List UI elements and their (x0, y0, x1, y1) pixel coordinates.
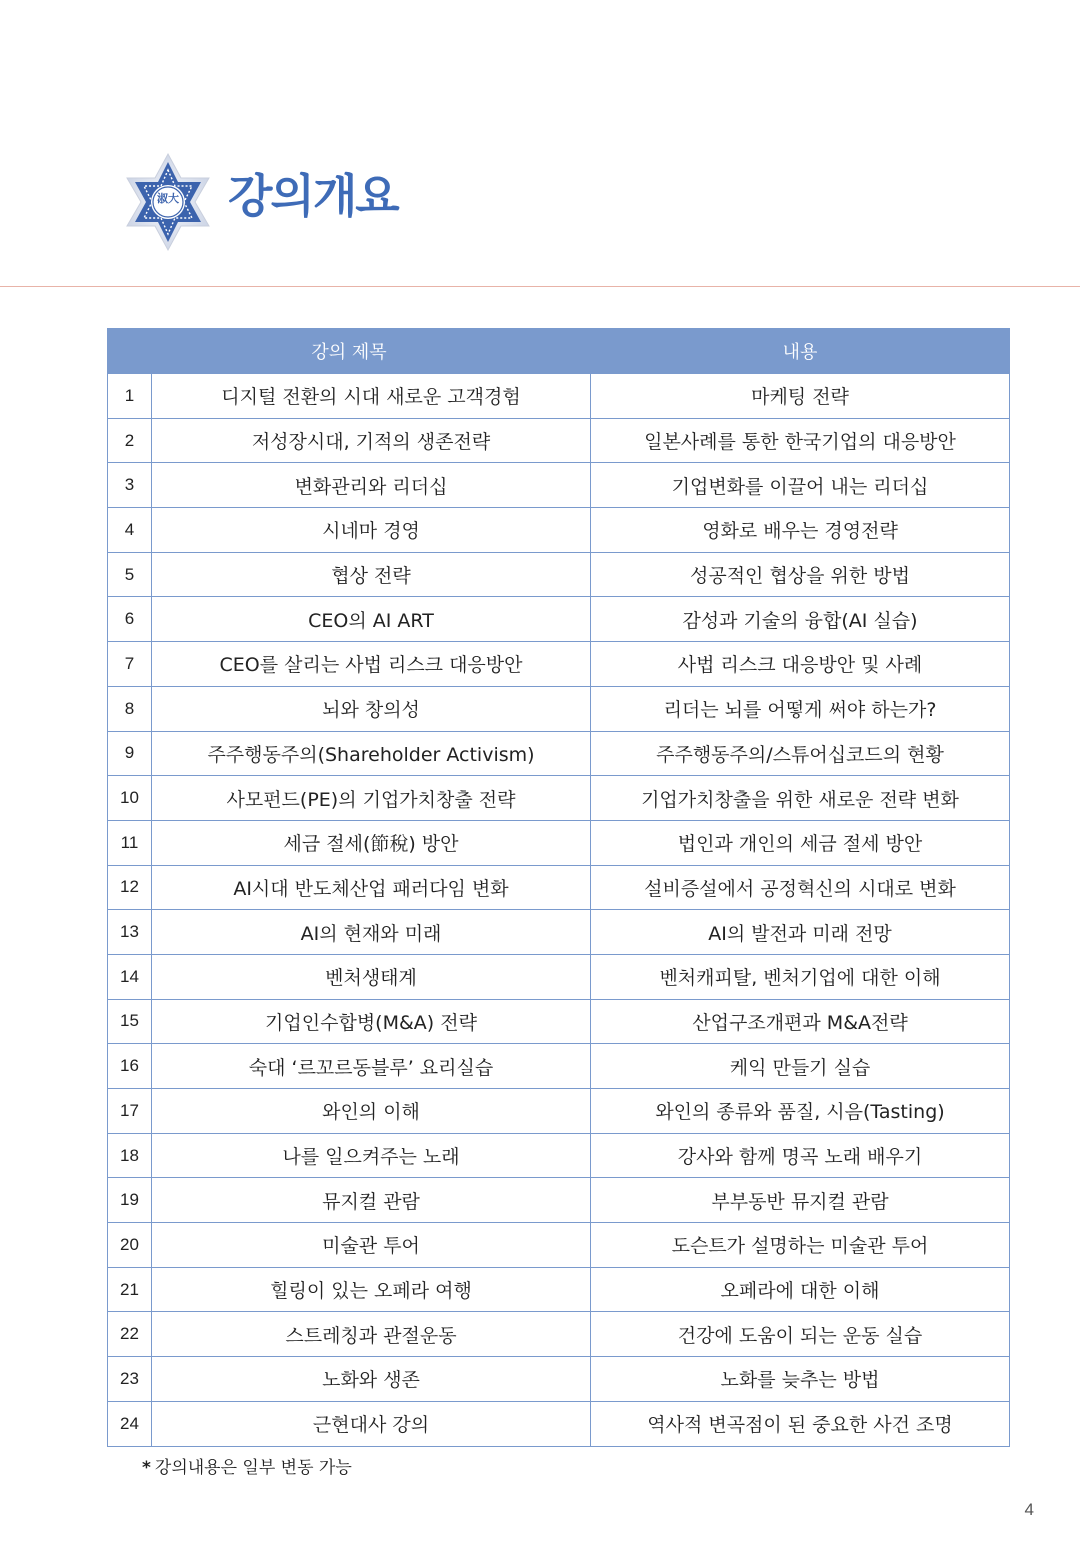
row-content: 기업변화를 이끌어 내는 리더십 (591, 463, 1010, 508)
row-title: 나를 일으켜주는 노래 (152, 1133, 591, 1178)
row-title: 변화관리와 리더십 (152, 463, 591, 508)
page-title: 강의개요 (228, 169, 398, 223)
table-row (108, 642, 1010, 687)
footnote (142, 1453, 352, 1478)
row-title: 와인의 이해 (152, 1089, 591, 1134)
row-content: 영화로 배우는 경영전략 (591, 508, 1010, 553)
row-content: 일본사례를 통한 한국기업의 대응방안 (591, 418, 1010, 463)
table-row (108, 1178, 1010, 1223)
row-number: 23 (108, 1357, 152, 1402)
row-content: 역사적 변곡점이 된 중요한 사건 조명 (591, 1401, 1010, 1446)
row-title: CEO를 살리는 사법 리스크 대응방안 (152, 642, 591, 687)
row-title: 스트레칭과 관절운동 (152, 1312, 591, 1357)
row-number: 2 (108, 418, 152, 463)
row-content: 리더는 뇌를 어떻게 써야 하는가? (591, 686, 1010, 731)
row-number: 12 (108, 865, 152, 910)
sookmyung-star-logo-icon (118, 148, 218, 256)
row-content: 부부동반 뮤지컬 관람 (591, 1178, 1010, 1223)
row-content: 마케팅 전략 (591, 374, 1010, 419)
table-row (108, 463, 1010, 508)
row-title: 미술관 투어 (152, 1223, 591, 1268)
row-number: 20 (108, 1223, 152, 1268)
row-number: 22 (108, 1312, 152, 1357)
row-number: 14 (108, 954, 152, 999)
table-row (108, 374, 1010, 419)
row-content: 강사와 함께 명곡 노래 배우기 (591, 1133, 1010, 1178)
table-row (108, 552, 1010, 597)
row-number: 17 (108, 1089, 152, 1134)
row-title: 시네마 경영 (152, 508, 591, 553)
table-row (108, 1267, 1010, 1312)
row-number: 8 (108, 686, 152, 731)
table-row (108, 910, 1010, 955)
row-title: 뇌와 창의성 (152, 686, 591, 731)
table-row (108, 999, 1010, 1044)
row-title: 뮤지컬 관람 (152, 1178, 591, 1223)
row-title: 사모펀드(PE)의 기업가치창출 전략 (152, 776, 591, 821)
row-content: 법인과 개인의 세금 절세 방안 (591, 820, 1010, 865)
row-title: 벤처생태계 (152, 954, 591, 999)
row-title: 저성장시대, 기적의 생존전략 (152, 418, 591, 463)
row-number: 6 (108, 597, 152, 642)
table-row (108, 508, 1010, 553)
row-content: 건강에 도움이 되는 운동 실습 (591, 1312, 1010, 1357)
row-number: 19 (108, 1178, 152, 1223)
row-number: 16 (108, 1044, 152, 1089)
row-number: 10 (108, 776, 152, 821)
table-row (108, 1312, 1010, 1357)
row-number: 5 (108, 552, 152, 597)
row-title: 힐링이 있는 오페라 여행 (152, 1267, 591, 1312)
row-content: 설비증설에서 공정혁신의 시대로 변화 (591, 865, 1010, 910)
row-number: 13 (108, 910, 152, 955)
table-body (108, 374, 1010, 1447)
row-title: 주주행동주의(Shareholder Activism) (152, 731, 591, 776)
row-content: 와인의 종류와 품질, 시음(Tasting) (591, 1089, 1010, 1134)
row-number: 15 (108, 999, 152, 1044)
footnote-text: 강의내용은 일부 변동 가능 (154, 1458, 352, 1478)
row-title: AI의 현재와 미래 (152, 910, 591, 955)
row-content: 감성과 기술의 융합(AI 실습) (591, 597, 1010, 642)
table-row (108, 1089, 1010, 1134)
row-title: 협상 전략 (152, 552, 591, 597)
row-number: 3 (108, 463, 152, 508)
row-title: 디지털 전환의 시대 새로운 고객경험 (152, 374, 591, 419)
row-title: 노화와 생존 (152, 1357, 591, 1402)
table-row (108, 1223, 1010, 1268)
header-divider (0, 286, 1080, 287)
row-content: AI의 발전과 미래 전망 (591, 910, 1010, 955)
row-number: 21 (108, 1267, 152, 1312)
course-table (107, 328, 1010, 1447)
row-content: 노화를 늦추는 방법 (591, 1357, 1010, 1402)
table-row (108, 820, 1010, 865)
row-number: 4 (108, 508, 152, 553)
row-title: AI시대 반도체산업 패러다임 변화 (152, 865, 591, 910)
row-number: 24 (108, 1401, 152, 1446)
table-row (108, 865, 1010, 910)
page-number: 4 (1024, 1500, 1034, 1519)
row-content: 케익 만들기 실습 (591, 1044, 1010, 1089)
table-row (108, 1044, 1010, 1089)
row-content: 벤처캐피탈, 벤처기업에 대한 이해 (591, 954, 1010, 999)
row-number: 7 (108, 642, 152, 687)
table-row (108, 954, 1010, 999)
row-content: 성공적인 협상을 위한 방법 (591, 552, 1010, 597)
row-number: 9 (108, 731, 152, 776)
row-title: 세금 절세(節稅) 방안 (152, 820, 591, 865)
row-content: 사법 리스크 대응방안 및 사례 (591, 642, 1010, 687)
row-title: CEO의 AI ART (152, 597, 591, 642)
page-header (0, 0, 1080, 287)
row-content: 오페라에 대한 이해 (591, 1267, 1010, 1312)
row-content: 주주행동주의/스튜어십코드의 현황 (591, 731, 1010, 776)
column-header-content: 내용 (591, 329, 1010, 374)
row-title: 근현대사 강의 (152, 1401, 591, 1446)
table-row (108, 1133, 1010, 1178)
row-number: 1 (108, 374, 152, 419)
footnote-marker: * (142, 1458, 151, 1478)
row-number: 11 (108, 820, 152, 865)
logo-text: 淑大 (157, 192, 179, 205)
table-row (108, 1357, 1010, 1402)
column-header-title: 강의 제목 (108, 329, 591, 374)
row-title: 기업인수합병(M&A) 전략 (152, 999, 591, 1044)
table-row (108, 1401, 1010, 1446)
row-title: 숙대 ‘르꼬르동블루’ 요리실습 (152, 1044, 591, 1089)
row-number: 18 (108, 1133, 152, 1178)
table-row (108, 731, 1010, 776)
row-content: 산업구조개편과 M&A전략 (591, 999, 1010, 1044)
table-row (108, 418, 1010, 463)
table-header-row (108, 329, 1010, 374)
table-row (108, 776, 1010, 821)
row-content: 도슨트가 설명하는 미술관 투어 (591, 1223, 1010, 1268)
table-row (108, 686, 1010, 731)
row-content: 기업가치창출을 위한 새로운 전략 변화 (591, 776, 1010, 821)
table-row (108, 597, 1010, 642)
